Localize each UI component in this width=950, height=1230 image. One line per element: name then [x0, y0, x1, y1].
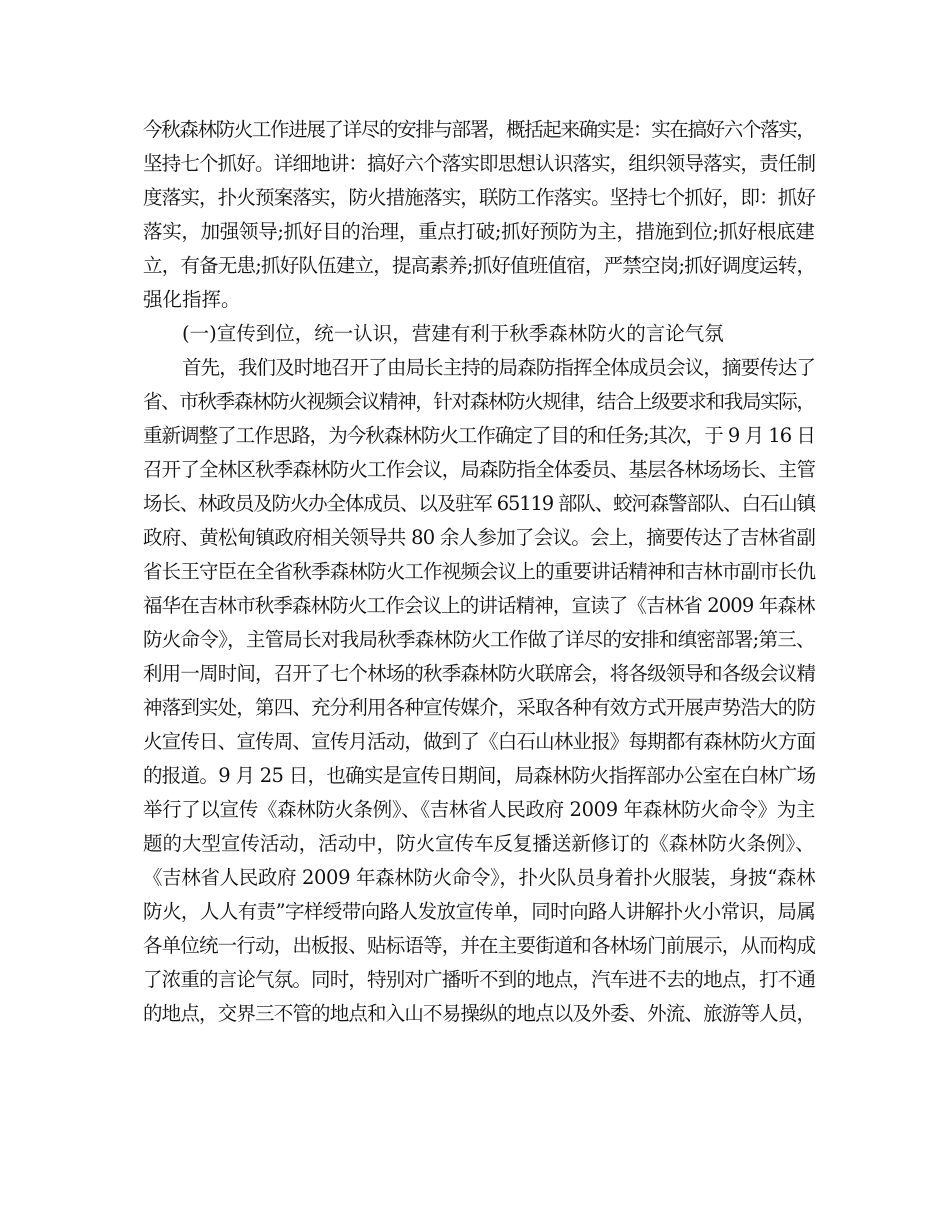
text-line: 福华在吉林市秋季森林防火工作会议上的讲话精神，宣读了《吉林省 2009 年森林 [143, 594, 815, 617]
text-line: 了浓重的言论气氛。同时，特别对广播听不到的地点，汽车进不去的地点，打不通 [143, 968, 816, 991]
text-line: 火宣传日、宣传周、宣传月活动，做到了《白石山林业报》每期都有森林防火方面 [143, 730, 816, 753]
text-line: 题的大型宣传活动，活动中，防火宣传车反复播送新修订的《森林防火条例》、 [143, 832, 815, 855]
text-line: 的报道。9 月 25 日，也确实是宣传日期间，局森林防火指挥部办公室在白林广场 [143, 764, 816, 787]
text-line: 防火命令》，主管局长对我局秋季森林防火工作做了详尽的安排和缜密部署;第三、 [143, 628, 815, 651]
text-line: 召开了全林区秋季森林防火工作会议，局森防指全体委员、基层各林场场长、主管 [143, 458, 816, 481]
document-body [143, 113, 815, 1031]
text-line: (一)宣传到位，统一认识，营建有利于秋季森林防火的言论气氛 [182, 322, 724, 345]
text-line: 举行了以宣传《森林防火条例》、《吉林省人民政府 2009 年森林防火命令》为主 [143, 798, 815, 821]
text-line: 立，有备无患;抓好队伍建立，提高素养;抓好值班值宿，严禁空岗;抓好调度运转， [143, 254, 816, 277]
text-line: 省长王守臣在全省秋季森林防火工作视频会议上的重要讲话精神和吉林市副市长仇 [143, 560, 816, 583]
text-line: 《吉林省人民政府 2009 年森林防火命令》，扑火队员身着扑火服装，身披“森林 [143, 866, 816, 889]
text-line: 的地点，交界三不管的地点和入山不易操纵的地点以及外委、外流、旅游等人员， [143, 1002, 816, 1025]
text-line: 坚持七个抓好。详细地讲：搞好六个落实即思想认识落实，组织领导落实，责任制 [143, 152, 816, 175]
text-line: 省、市秋季森林防火视频会议精神，针对森林防火规律，结合上级要求和我局实际， [143, 390, 815, 413]
text-line: 今秋森林防火工作进展了详尽的安排与部署，概括起来确实是：实在搞好六个落实， [143, 118, 815, 141]
text-line: 场长、林政员及防火办全体成员、以及驻军 65119 部队、蛟河森警部队、白石山镇 [143, 492, 815, 515]
text-line: 神落到实处，第四、充分利用各种宣传媒介，采取各种有效方式开展声势浩大的防 [143, 696, 816, 719]
text-line: 强化指挥。 [143, 288, 241, 311]
text-line: 重新调整了工作思路，为今秋森林防火工作确定了目的和任务;其次，于 9 月 16 日 [143, 424, 815, 447]
text-line: 政府、黄松甸镇政府相关领导共 80 余人参加了会议。会上，摘要传达了吉林省副 [143, 526, 816, 549]
text-line: 各单位统一行动，出板报、贴标语等，并在主要街道和各林场门前展示，从而构成 [143, 934, 816, 957]
text-line: 利用一周时间，召开了七个林场的秋季森林防火联席会，将各级领导和各级会议精 [143, 662, 816, 685]
text-line: 落实，加强领导;抓好目的治理，重点打破;抓好预防为主，措施到位;抓好根底建 [143, 220, 815, 243]
text-line: 首先，我们及时地召开了由局长主持的局森防指挥全体成员会议，摘要传达了 [182, 356, 816, 379]
text-line: 防火，人人有责”字样绶带向路人发放宣传单，同时向路人讲解扑火小常识，局属 [143, 900, 816, 923]
text-line: 度落实，扑火预案落实，防火措施落实，联防工作落实。坚持七个抓好，即：抓好 [143, 186, 816, 209]
